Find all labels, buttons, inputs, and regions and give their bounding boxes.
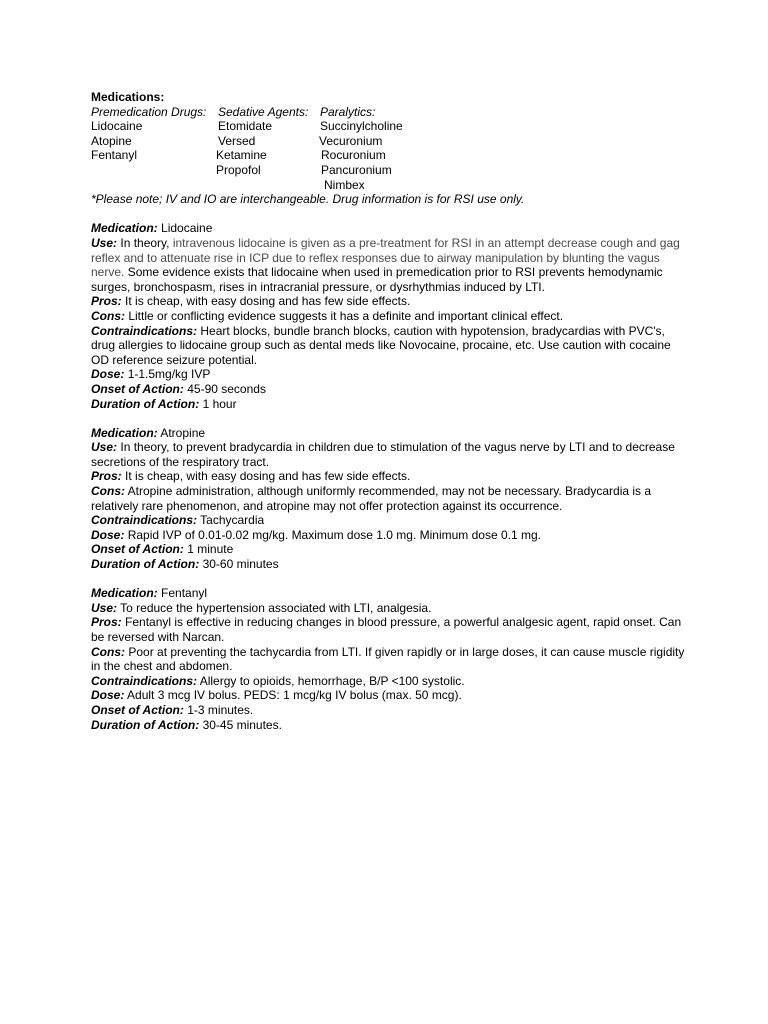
use-text: In theory, to prevent bradycardia in children due to stimulation of the vagus nerve by LTI and to decrease secretions of the respiratory tract. [91, 440, 675, 469]
pros-text: Fentanyl is effective in reducing changes in blood pressure, a powerful analgesic agent, rapid onset. Can be reversed with Narcan. [91, 615, 682, 644]
medication-section-lidocaine [91, 221, 691, 411]
label-pros: Pros: [91, 469, 122, 484]
contraindications-text: Heart blocks, bundle branch blocks, caution with hypotension, bradycardias with PVC's, drug allergies to lidocaine group such as dental meds like Novocaine, procaine, etc. Use caution with cocaine OD reference seizure potential. [91, 323, 671, 367]
drug-item: Lidocaine [91, 119, 143, 134]
duration-text: 30-45 minutes. [202, 717, 282, 732]
dose-text: 1-1.5mg/kg IVP [127, 367, 211, 382]
label-cons: Cons: [91, 484, 125, 499]
label-onset: Onset of Action: [91, 702, 184, 717]
dose-text: Adult 3 mcg IV bolus. PEDS: 1 mcg/kg IV bolus (max. 50 mcg). [127, 688, 462, 703]
label-use: Use: [91, 235, 118, 250]
column-header-sedative: Sedative Agents: [218, 104, 309, 119]
cons-text: Poor at preventing the tachycardia from LTI. If given rapidly or in large doses, it can cause muscle rigidity in the chest and abdomen. [91, 644, 685, 674]
use-text-gray: intravenous lidocaine is given as a pre-treatment for RSI in an attempt decrease cough and gag reflex and to attenuate rise in ICP due to reflex responses due to airway manipulation by blunting the vagus nerve. [91, 235, 680, 280]
onset-text: 1-3 minutes. [187, 702, 254, 717]
column-header-premedication: Premedication Drugs: [91, 104, 207, 119]
label-use: Use: [91, 600, 118, 615]
cons-text: Atropine administration, although uniformly recommended, may not be necessary. Bradycardia is a relatively rare phenomenon, and atropine may not offer protection against its occurrence. [91, 484, 652, 513]
label-duration: Duration of Action: [91, 396, 200, 411]
drug-table [91, 104, 691, 192]
label-dose: Dose: [91, 688, 125, 703]
label-contraindications: Contraindications: [91, 513, 198, 528]
label-medication: Medication: [91, 586, 158, 601]
duration-text: 30-60 minutes [202, 557, 279, 572]
label-onset: Onset of Action: [91, 381, 184, 396]
label-dose: Dose: [91, 367, 125, 382]
medication-section-atropine [91, 426, 691, 572]
label-contraindications: Contraindications: [91, 323, 198, 338]
drug-item: Vecuronium [319, 133, 383, 148]
pros-text: It is cheap, with easy dosing and has few side effects. [125, 294, 411, 309]
drug-item: Atopine [91, 133, 132, 148]
cons-text: Little or conflicting evidence suggests it has a definite and important clinical effect. [128, 308, 564, 323]
medication-section-fentanyl [91, 586, 691, 732]
contraindications-text: Allergy to opioids, hemorrhage, B/P <100 systolic. [199, 673, 465, 688]
drug-item: Propofol [216, 162, 261, 177]
drug-item: Rocuronium [321, 148, 386, 163]
drug-item: Versed [218, 133, 256, 148]
label-medication: Medication: [91, 425, 158, 440]
premedication-column [91, 105, 206, 163]
medication-name: Atropine [160, 425, 206, 440]
medications-heading: Medications: [91, 90, 165, 104]
drug-item: Nimbex [324, 177, 365, 192]
label-pros: Pros: [91, 294, 122, 309]
paralytics-column [320, 105, 403, 193]
label-cons: Cons: [91, 644, 125, 659]
label-onset: Onset of Action: [91, 542, 184, 557]
use-prefix: In theory, [120, 235, 170, 250]
label-cons: Cons: [91, 308, 125, 323]
drug-item: Succinylcholine [320, 119, 403, 134]
contraindications-text: Tachycardia [200, 513, 265, 528]
note: *Please note; IV and IO are interchangeable. Drug information is for RSI use only. [91, 192, 525, 207]
label-pros: Pros: [91, 615, 122, 630]
column-header-paralytics: Paralytics: [320, 104, 376, 119]
medication-name: Fentanyl [161, 586, 208, 601]
label-use: Use: [91, 440, 118, 455]
dose-text: Rapid IVP of 0.01-0.02 mg/kg. Maximum dose 1.0 mg. Minimum dose 0.1 mg. [127, 527, 541, 542]
label-contraindications: Contraindications: [91, 673, 198, 688]
drug-item: Pancuronium [321, 162, 392, 177]
use-text: To reduce the hypertension associated with LTI, analgesia. [120, 600, 432, 615]
use-text: Some evidence exists that lidocaine when used in premedication prior to RSI prevents hemodynamic surges, bronchospasm, rises in intracranial pressure, or dysrhythmias induced by LTI. [91, 265, 663, 294]
document-page [91, 90, 691, 732]
medication-name: Lidocaine [161, 221, 213, 236]
onset-text: 45-90 seconds [187, 381, 266, 396]
drug-item: Etomidate [218, 119, 273, 134]
label-medication: Medication: [91, 221, 158, 236]
label-duration: Duration of Action: [91, 717, 200, 732]
drug-item: Ketamine [216, 148, 267, 163]
label-duration: Duration of Action: [91, 557, 200, 572]
drug-item: Fentanyl [91, 148, 138, 163]
duration-text: 1 hour [202, 396, 237, 411]
pros-text: It is cheap, with easy dosing and has few side effects. [125, 469, 411, 484]
onset-text: 1 minute [187, 542, 234, 557]
label-dose: Dose: [91, 527, 125, 542]
sedative-column [218, 105, 308, 178]
